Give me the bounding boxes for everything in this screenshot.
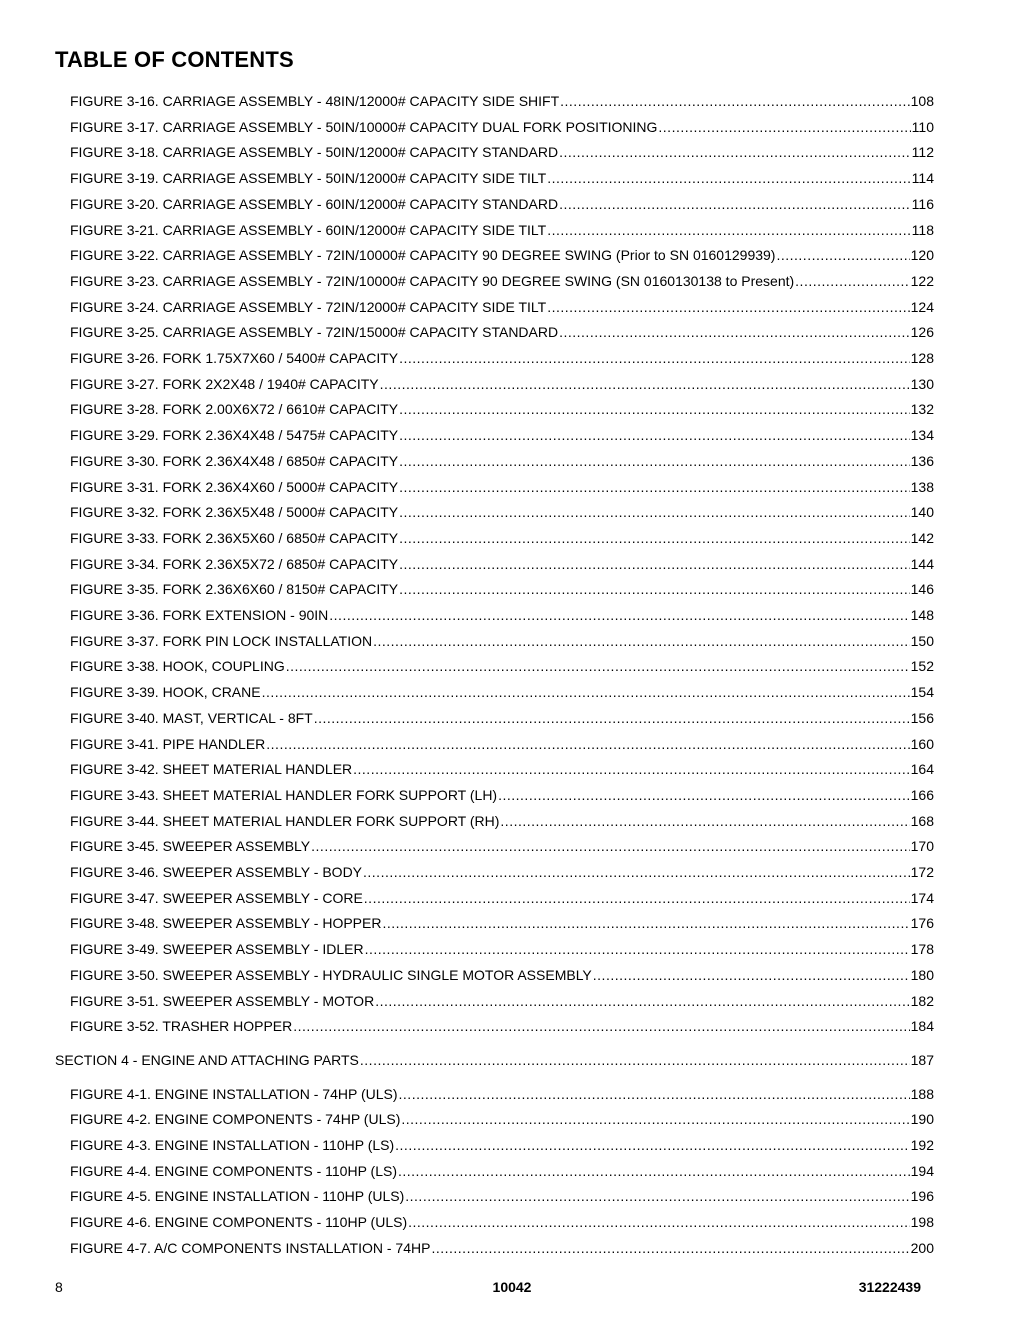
toc-entry-page: 160 — [910, 735, 934, 752]
dot-leader — [363, 862, 910, 882]
dot-leader — [399, 399, 910, 419]
toc-entry-page: 126 — [910, 324, 934, 341]
toc-entry-label: FIGURE 3-27. FORK 2X2X48 / 1940# CAPACITY — [70, 375, 379, 392]
toc-entry-page: 178 — [910, 941, 934, 958]
toc-entry-label: FIGURE 3-52. TRASHER HOPPER — [70, 1018, 293, 1035]
toc-entry[interactable] — [70, 245, 934, 265]
toc-entry[interactable] — [70, 1016, 934, 1036]
toc-entry-page: 194 — [910, 1162, 934, 1179]
toc-entry[interactable] — [70, 913, 934, 933]
toc-entry-label: FIGURE 4-7. A/C COMPONENTS INSTALLATION - 74HP — [70, 1239, 431, 1256]
toc-entry-label: FIGURE 3-31. FORK 2.36X4X60 / 5000# CAPACITY — [70, 478, 399, 495]
dot-leader — [399, 477, 910, 497]
toc-entry[interactable] — [70, 1161, 934, 1181]
toc-entry-page: 150 — [910, 632, 934, 649]
toc-entry-page: 134 — [910, 427, 934, 444]
toc-entry[interactable] — [70, 708, 934, 728]
toc-entry-page: 168 — [910, 812, 934, 829]
dot-leader — [399, 502, 910, 522]
toc-entry-label: FIGURE 3-45. SWEEPER ASSEMBLY — [70, 838, 311, 855]
toc-entry-label: FIGURE 3-17. CARRIAGE ASSEMBLY - 50IN/10000# CAPACITY DUAL FORK POSITIONING — [70, 118, 658, 135]
toc-entry[interactable] — [70, 142, 934, 162]
toc-entry[interactable] — [70, 194, 934, 214]
toc-entry-page: 172 — [910, 864, 934, 880]
toc-entry-page: 146 — [910, 581, 934, 598]
toc-entry[interactable] — [70, 168, 934, 188]
toc-entry[interactable] — [70, 425, 934, 445]
toc-entry-label: FIGURE 4-3. ENGINE INSTALLATION - 110HP (LS) — [70, 1137, 395, 1153]
toc-entry-label: FIGURE 3-18. CARRIAGE ASSEMBLY - 50IN/12000# CAPACITY STANDARD — [70, 144, 559, 161]
toc-entry[interactable] — [70, 348, 934, 368]
toc-entry-page: 142 — [910, 529, 934, 546]
toc-entry-label: FIGURE 3-34. FORK 2.36X5X72 / 6850# CAPACITY — [70, 555, 399, 572]
toc-entry[interactable] — [70, 734, 934, 754]
dot-leader — [559, 194, 911, 214]
toc-entry-label: FIGURE 3-21. CARRIAGE ASSEMBLY - 60IN/12000# CAPACITY SIDE TILT — [70, 221, 547, 238]
dot-leader — [500, 811, 909, 831]
toc-entry-page: 122 — [910, 272, 934, 289]
toc-entry-page: 148 — [910, 607, 934, 623]
dot-leader — [401, 1109, 909, 1129]
toc-entry-label: FIGURE 3-25. CARRIAGE ASSEMBLY - 72IN/15000# CAPACITY STANDARD — [70, 324, 559, 341]
toc-entry[interactable] — [70, 117, 934, 137]
toc-entry-page: 188 — [910, 1085, 934, 1102]
dot-leader — [405, 1186, 909, 1206]
toc-entry[interactable] — [70, 1084, 934, 1104]
dot-leader — [329, 605, 909, 625]
toc-entry-page: 112 — [911, 144, 934, 161]
toc-entry[interactable] — [70, 811, 934, 831]
footer-document-number: 31222439 — [858, 1279, 921, 1295]
toc-entry-label: FIGURE 4-1. ENGINE INSTALLATION - 74HP (ULS) — [70, 1085, 398, 1102]
toc-entry[interactable] — [70, 220, 934, 240]
toc-entry[interactable] — [70, 1212, 934, 1232]
toc-entry[interactable] — [70, 477, 934, 497]
toc-entry[interactable] — [70, 451, 934, 471]
dot-leader — [498, 785, 910, 805]
dot-leader — [353, 759, 910, 779]
toc-entry-label: FIGURE 3-39. HOOK, CRANE — [70, 684, 261, 701]
toc-entry[interactable] — [70, 322, 934, 342]
dot-leader — [398, 1161, 910, 1181]
dot-leader — [360, 1050, 910, 1070]
toc-entry[interactable] — [70, 605, 934, 625]
toc-entry[interactable] — [70, 785, 934, 805]
toc-entry-label: FIGURE 3-19. CARRIAGE ASSEMBLY - 50IN/12000# CAPACITY SIDE TILT — [70, 170, 547, 187]
toc-entry-page: 170 — [910, 838, 934, 855]
dot-leader — [431, 1238, 909, 1258]
toc-entry-label: FIGURE 4-4. ENGINE COMPONENTS - 110HP (LS) — [70, 1162, 397, 1179]
toc-entry-label: FIGURE 3-40. MAST, VERTICAL - 8FT — [70, 709, 313, 726]
toc-entry-label: FIGURE 3-35. FORK 2.36X6X60 / 8150# CAPACITY — [70, 581, 399, 598]
toc-entry-label: FIGURE 3-36. FORK EXTENSION - 90IN — [70, 607, 329, 623]
toc-entry[interactable] — [70, 682, 934, 702]
dot-leader — [311, 836, 909, 856]
toc-entry-label: FIGURE 3-47. SWEEPER ASSEMBLY - CORE — [70, 889, 363, 906]
toc-entry-label: FIGURE 3-42. SHEET MATERIAL HANDLER — [70, 761, 353, 778]
toc-entry-label: FIGURE 3-30. FORK 2.36X4X48 / 6850# CAPACITY — [70, 452, 399, 469]
toc-entry-page: 182 — [910, 992, 934, 1009]
toc-entry-label: FIGURE 3-48. SWEEPER ASSEMBLY - HOPPER — [70, 915, 382, 932]
toc-entry-label: FIGURE 3-22. CARRIAGE ASSEMBLY - 72IN/10000# CAPACITY 90 DEGREE SWING (Prior to SN 0160129939) — [70, 247, 776, 264]
dot-leader — [559, 322, 910, 342]
toc-entry-page: 156 — [910, 709, 934, 726]
toc-entry[interactable] — [70, 297, 934, 317]
toc-entry-label: FIGURE 3-37. FORK PIN LOCK INSTALLATION — [70, 632, 373, 649]
toc-entry[interactable] — [70, 759, 934, 779]
toc-entry-page: 166 — [910, 786, 934, 803]
toc-entry-label: FIGURE 3-16. CARRIAGE ASSEMBLY - 48IN/12000# CAPACITY SIDE SHIFT — [70, 93, 560, 109]
toc-entry-page: 114 — [911, 170, 934, 187]
toc-entry[interactable] — [70, 502, 934, 522]
dot-leader — [365, 939, 910, 959]
dot-leader — [399, 451, 910, 471]
toc-entry-label: FIGURE 3-43. SHEET MATERIAL HANDLER FORK SUPPORT (LH) — [70, 786, 498, 803]
dot-leader — [408, 1212, 910, 1232]
toc-entry-page: 164 — [910, 761, 934, 778]
toc-entry-label: FIGURE 3-24. CARRIAGE ASSEMBLY - 72IN/12000# CAPACITY SIDE TILT — [70, 298, 547, 315]
footer-page-number: 8 — [55, 1279, 63, 1295]
dot-leader — [399, 528, 910, 548]
dot-leader — [795, 271, 909, 291]
dot-leader — [375, 991, 909, 1011]
toc-entry-label: FIGURE 3-33. FORK 2.36X5X60 / 6850# CAPACITY — [70, 529, 399, 546]
toc-entry[interactable] — [70, 836, 934, 856]
toc-entry[interactable] — [70, 862, 934, 882]
toc-entry[interactable] — [70, 888, 934, 908]
toc-entry[interactable] — [70, 1109, 934, 1129]
toc-entry-page: 136 — [910, 452, 934, 469]
toc-entry-label: FIGURE 3-38. HOOK, COUPLING — [70, 658, 285, 675]
toc-entry-label: SECTION 4 - ENGINE AND ATTACHING PARTS — [55, 1051, 359, 1068]
toc-entry-page: 187 — [910, 1051, 934, 1068]
toc-entry-page: 184 — [910, 1018, 934, 1035]
toc-entry-label: FIGURE 3-23. CARRIAGE ASSEMBLY - 72IN/10000# CAPACITY 90 DEGREE SWING (SN 0160130138 to Present) — [70, 272, 795, 289]
toc-entry-label: FIGURE 3-26. FORK 1.75X7X60 / 5400# CAPACITY — [70, 350, 399, 366]
toc-entry-page: 196 — [910, 1188, 934, 1205]
toc-entry-label: FIGURE 3-32. FORK 2.36X5X48 / 5000# CAPACITY — [70, 504, 399, 521]
toc-entry[interactable] — [70, 1186, 934, 1206]
dot-leader — [266, 734, 909, 754]
toc-entry-page: 110 — [911, 118, 934, 135]
toc-entry-page: 132 — [910, 401, 934, 418]
toc-entry-label: FIGURE 3-20. CARRIAGE ASSEMBLY - 60IN/12000# CAPACITY STANDARD — [70, 195, 559, 212]
toc-entry-label: FIGURE 3-41. PIPE HANDLER — [70, 735, 266, 752]
toc-entry-page: 138 — [910, 478, 934, 495]
dot-leader — [314, 708, 910, 728]
dot-leader — [380, 374, 910, 394]
toc-entry-page: 108 — [910, 93, 934, 109]
toc-entry-page: 192 — [910, 1137, 934, 1153]
toc-entry[interactable] — [70, 91, 934, 111]
toc-entry-page: 130 — [910, 375, 934, 392]
toc-entry-label: FIGURE 3-44. SHEET MATERIAL HANDLER FORK SUPPORT (RH) — [70, 812, 500, 829]
toc-entry[interactable] — [70, 554, 934, 574]
toc-entry-page: 174 — [910, 889, 934, 906]
dot-leader — [399, 1084, 910, 1104]
toc-entry[interactable] — [70, 991, 934, 1011]
footer-center-code: 10042 — [492, 1279, 532, 1295]
toc-entry-page: 180 — [910, 966, 934, 983]
toc-entry[interactable] — [70, 399, 934, 419]
dot-leader — [399, 425, 910, 445]
dot-leader — [560, 91, 910, 111]
toc-entry-page: 152 — [910, 658, 934, 675]
dot-leader — [364, 888, 910, 908]
toc-entry-label: FIGURE 4-6. ENGINE COMPONENTS - 110HP (ULS) — [70, 1214, 408, 1231]
toc-entry[interactable] — [70, 656, 934, 676]
dot-leader — [395, 1135, 909, 1155]
toc-section-entry[interactable] — [55, 1050, 934, 1070]
toc-entry-page: 120 — [910, 247, 934, 264]
toc-entry-label: FIGURE 3-51. SWEEPER ASSEMBLY - MOTOR — [70, 992, 375, 1009]
dot-leader — [593, 965, 910, 985]
toc-entry-label: FIGURE 4-5. ENGINE INSTALLATION - 110HP (ULS) — [70, 1188, 405, 1205]
toc-entry[interactable] — [70, 965, 934, 985]
toc-entry-page: 190 — [910, 1111, 934, 1128]
dot-leader — [547, 297, 909, 317]
toc-entry[interactable] — [70, 631, 934, 651]
toc-entry-label: FIGURE 3-50. SWEEPER ASSEMBLY - HYDRAULIC SINGLE MOTOR ASSEMBLY — [70, 966, 592, 983]
toc-entry-page: 176 — [910, 915, 934, 932]
toc-entry[interactable] — [70, 374, 934, 394]
toc-entry-page: 144 — [910, 555, 934, 572]
dot-leader — [658, 117, 910, 137]
toc-entry[interactable] — [70, 528, 934, 548]
dot-leader — [559, 142, 911, 162]
toc-entry-label: FIGURE 3-29. FORK 2.36X4X48 / 5475# CAPACITY — [70, 427, 399, 444]
toc-entry-page: 118 — [911, 221, 934, 238]
toc-entry-page: 116 — [911, 195, 934, 212]
toc-entry-page: 128 — [910, 350, 934, 366]
dot-leader — [547, 168, 910, 188]
dot-leader — [776, 245, 909, 265]
dot-leader — [399, 348, 910, 368]
toc-entry[interactable] — [70, 1135, 934, 1155]
dot-leader — [547, 220, 910, 240]
toc-entry-label: FIGURE 3-46. SWEEPER ASSEMBLY - BODY — [70, 864, 363, 880]
dot-leader — [382, 913, 909, 933]
dot-leader — [293, 1016, 909, 1036]
dot-leader — [286, 656, 910, 676]
toc-entry[interactable] — [70, 939, 934, 959]
toc-entry-label: FIGURE 3-28. FORK 2.00X6X72 / 6610# CAPACITY — [70, 401, 399, 418]
toc-entry-page: 154 — [910, 684, 934, 701]
toc-entry-page: 198 — [910, 1214, 934, 1231]
toc-entry[interactable] — [70, 579, 934, 599]
toc-entry[interactable] — [70, 271, 934, 291]
toc-entry-page: 124 — [910, 298, 934, 315]
page-title: TABLE OF CONTENTS — [55, 47, 294, 72]
dot-leader — [399, 554, 910, 574]
toc-entry-label: FIGURE 3-49. SWEEPER ASSEMBLY - IDLER — [70, 941, 364, 958]
dot-leader — [262, 682, 910, 702]
toc-entry[interactable] — [70, 1238, 934, 1258]
dot-leader — [399, 579, 910, 599]
toc-entry-page: 140 — [910, 504, 934, 521]
toc-entry-label: FIGURE 4-2. ENGINE COMPONENTS - 74HP (ULS) — [70, 1111, 401, 1128]
toc-entry-page: 200 — [910, 1239, 934, 1256]
dot-leader — [373, 631, 910, 651]
